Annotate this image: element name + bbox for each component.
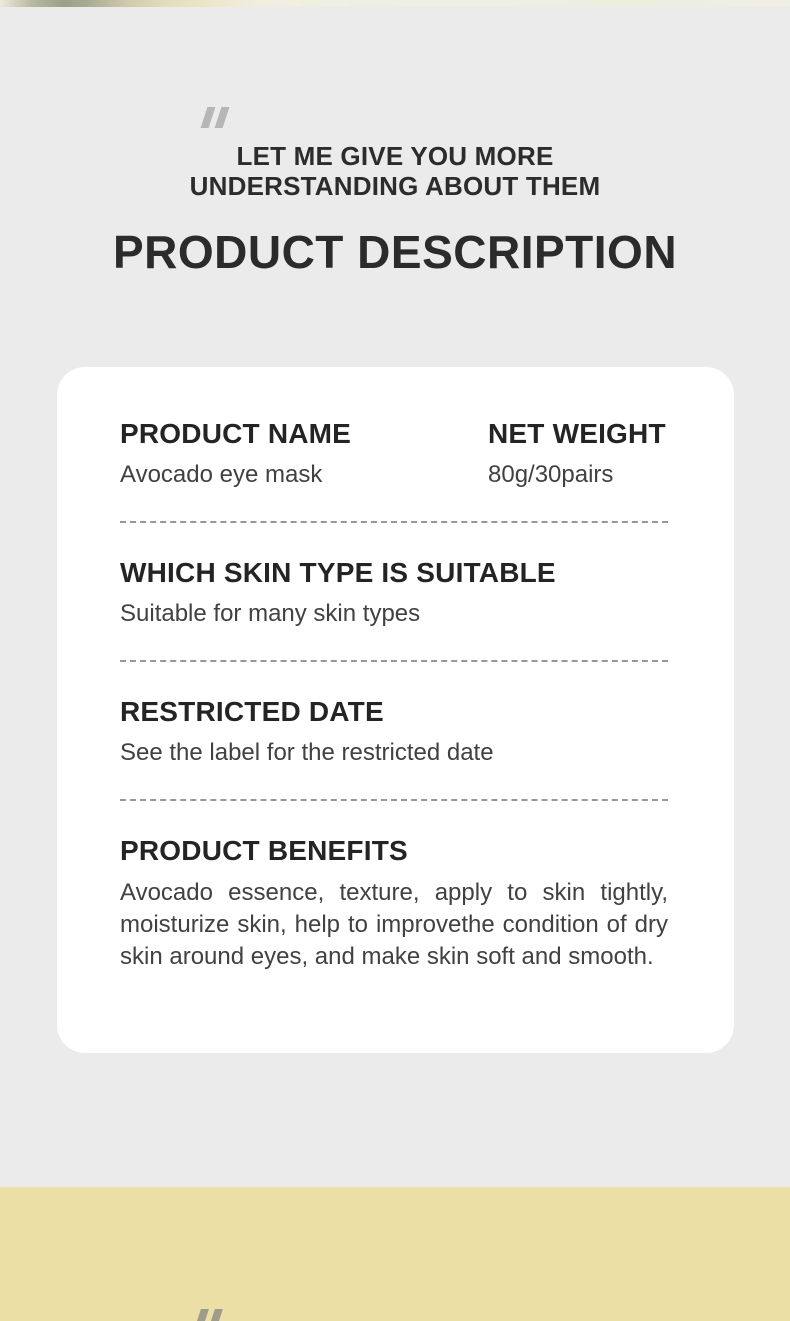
- product-benefits-value: Avocado essence, texture, apply to skin tightly, moisturize skin, help to improvethe condition of dry skin around eyes, and make skin soft and smooth.: [120, 879, 668, 970]
- tagline-line2: UNDERSTANDING ABOUT THEM: [189, 171, 601, 201]
- footer-band: [0, 1187, 790, 1321]
- product-benefits-section: [120, 835, 668, 973]
- net-weight-label: NET WEIGHT: [488, 418, 666, 449]
- quote-bar: [207, 1309, 223, 1321]
- skin-type-value: Suitable for many skin types: [120, 600, 421, 627]
- tagline: [0, 141, 790, 201]
- quote-bar: [215, 107, 230, 128]
- product-name-section: [120, 418, 488, 489]
- dashed-divider: [120, 799, 668, 801]
- net-weight-value: 80g/30pairs: [488, 461, 614, 488]
- net-weight-section: [488, 418, 668, 489]
- skin-type-section: [120, 557, 668, 628]
- quote-icon: [204, 107, 232, 128]
- restricted-date-section: [120, 696, 668, 767]
- tagline-line1: LET ME GIVE YOU MORE: [236, 141, 554, 171]
- skin-type-label: WHICH SKIN TYPE IS SUITABLE: [120, 557, 556, 588]
- previous-section-edge: [0, 0, 790, 7]
- product-name-value: Avocado eye mask: [120, 461, 323, 488]
- product-benefits-label: PRODUCT BENEFITS: [120, 835, 408, 866]
- quote-icon: [197, 1309, 225, 1321]
- product-info-card: [57, 367, 734, 1053]
- product-name-label: PRODUCT NAME: [120, 418, 352, 449]
- name-weight-row: [120, 418, 668, 489]
- dashed-divider: [120, 521, 668, 523]
- restricted-date-label: RESTRICTED DATE: [120, 696, 384, 727]
- quote-bar: [201, 107, 216, 128]
- dashed-divider: [120, 660, 668, 662]
- page-title: PRODUCT DESCRIPTION: [112, 226, 678, 278]
- restricted-date-value: See the label for the restricted date: [120, 739, 494, 766]
